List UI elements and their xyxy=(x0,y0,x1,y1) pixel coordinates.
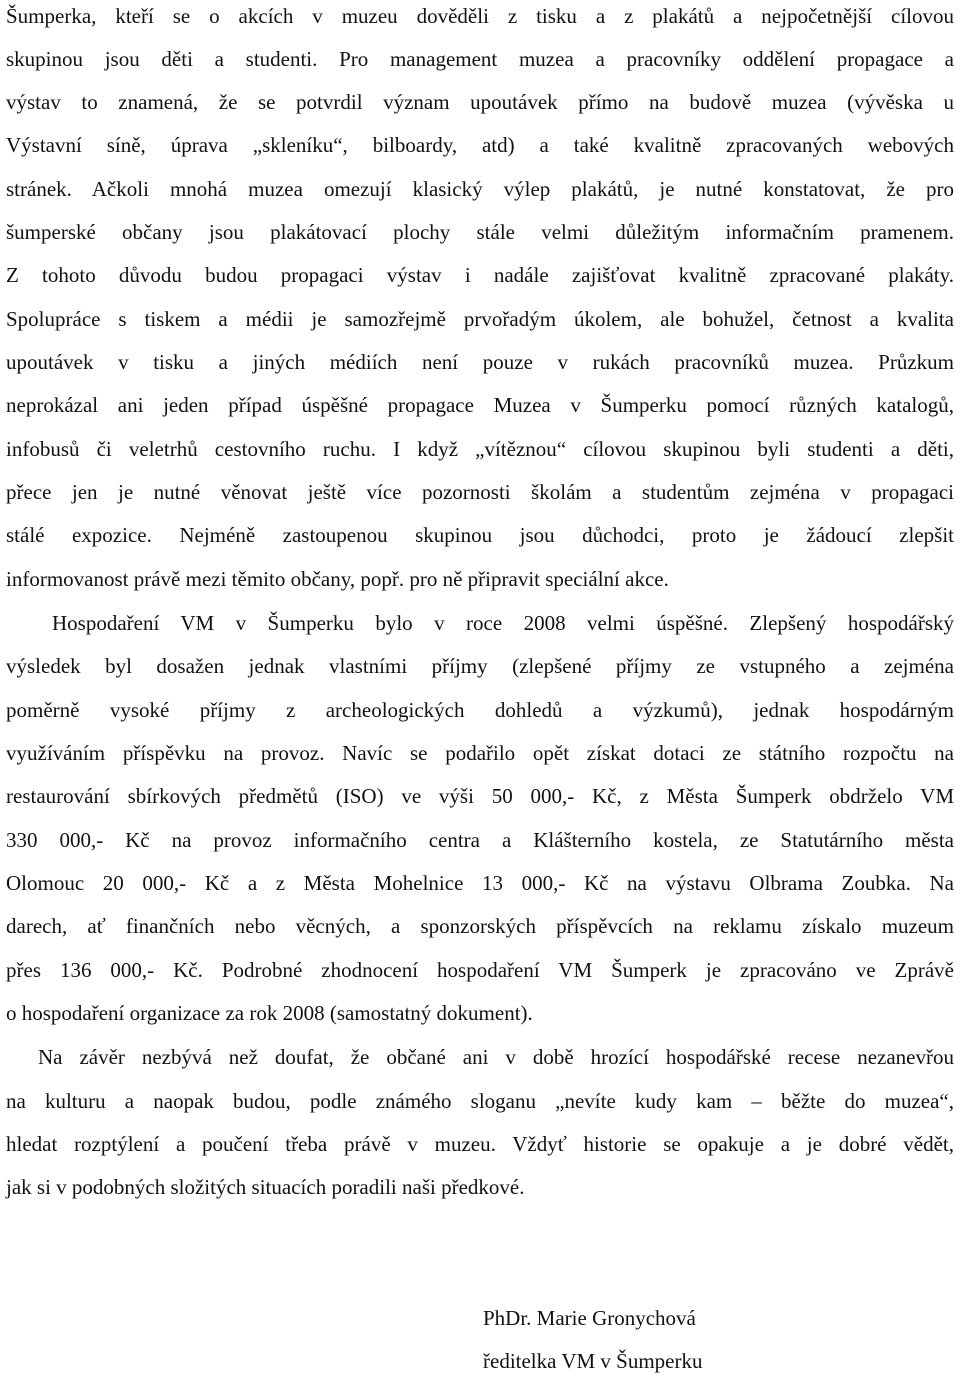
text-line: restaurování sbírkových předmětů (ISO) ve výši 50 000,- Kč, z Města Šumperk obdrželo VM xyxy=(6,784,954,808)
text-line: Výstavní síně, úprava „skleníku“, bilboardy, atd) a také kvalitně zpracovaných webových xyxy=(6,133,954,157)
text-line: informovanost právě mezi těmito občany, popř. pro ně připravit speciální akce. xyxy=(6,567,669,591)
text-line: poměrně vysoké příjmy z archeologických dohledů a výzkumů), jednak hospodárným xyxy=(6,698,954,722)
text-line: neprokázal ani jeden případ úspěšné propagace Muzea v Šumperku pomocí různých katalogů, xyxy=(6,393,954,417)
text-line: hledat rozptýlení a poučení třeba právě v muzeu. Vždyť historie se opakuje a je dobré vědět, xyxy=(6,1132,954,1156)
text-line: Olomouc 20 000,- Kč a z Města Mohelnice 13 000,- Kč na výstavu Olbrama Zoubka. Na xyxy=(6,871,954,895)
text-line: výstav to znamená, že se potvrdil význam upoutávek přímo na budově muzea (vývěska u xyxy=(6,90,954,114)
text-line: na kulturu a naopak budou, podle známého sloganu „nevíte kudy kam – běžte do muzea“, xyxy=(6,1089,954,1113)
text-line: využíváním příspěvku na provoz. Navíc se podařilo opět získat dotaci ze státního rozpočtu na xyxy=(6,741,954,765)
text-line: Hospodaření VM v Šumperku bylo v roce 2008 velmi úspěšné. Zlepšený hospodářský xyxy=(52,611,954,635)
text-line: upoutávek v tisku a jiných médiích není pouze v rukách pracovníků muzea. Průzkum xyxy=(6,350,954,374)
text-line: přece jen je nutné věnovat ještě více pozornosti školám a studentům zejména v propagaci xyxy=(6,480,954,504)
text-line: jak si v podobných složitých situacích poradili naši předkové. xyxy=(6,1175,525,1199)
text-line: Z tohoto důvodu budou propagaci výstav i nadále zajišťovat kvalitně zpracované plakáty. xyxy=(6,263,954,287)
text-line: stránek. Ačkoli mnohá muzea omezují klasický výlep plakátů, je nutné konstatovat, že pro xyxy=(6,177,954,201)
text-line: skupinou jsou děti a studenti. Pro management muzea a pracovníky oddělení propagace a xyxy=(6,47,954,71)
text-line: Na závěr nezbývá než doufat, že občané ani v době hrozící hospodářské recese nezanevřou xyxy=(38,1045,954,1069)
text-line: Šumperka, kteří se o akcích v muzeu dověděli z tisku a z plakátů a nejpočetnější cílovou xyxy=(6,4,954,28)
text-line: darech, ať finančních nebo věcných, a sponzorských příspěvcích na reklamu získalo muzeum xyxy=(6,914,954,938)
text-line: infobusů či veletrhů cestovního ruchu. I když „vítěznou“ cílovou skupinou byli studenti a děti, xyxy=(6,437,954,461)
text-line: výsledek byl dosažen jednak vlastními příjmy (zlepšené příjmy ze vstupného a zejména xyxy=(6,654,954,678)
text-line: 330 000,- Kč na provoz informačního centra a Klášterního kostela, ze Statutárního města xyxy=(6,828,954,852)
signature-name: PhDr. Marie Gronychová xyxy=(483,1306,696,1330)
text-line: Spolupráce s tiskem a médii je samozřejmě prvořadým úkolem, ale bohužel, četnost a kvalita xyxy=(6,307,954,331)
text-line: o hospodaření organizace za rok 2008 (samostatný dokument). xyxy=(6,1001,533,1025)
text-line: šumperské občany jsou plakátovací plochy stále velmi důležitým informačním pramenem. xyxy=(6,220,954,244)
signature-title: ředitelka VM v Šumperku xyxy=(483,1349,703,1373)
text-line: stálé expozice. Nejméně zastoupenou skupinou jsou důchodci, proto je žádoucí zlepšit xyxy=(6,523,954,547)
text-line: přes 136 000,- Kč. Podrobné zhodnocení hospodaření VM Šumperk je zpracováno ve Zprávě xyxy=(6,958,954,982)
